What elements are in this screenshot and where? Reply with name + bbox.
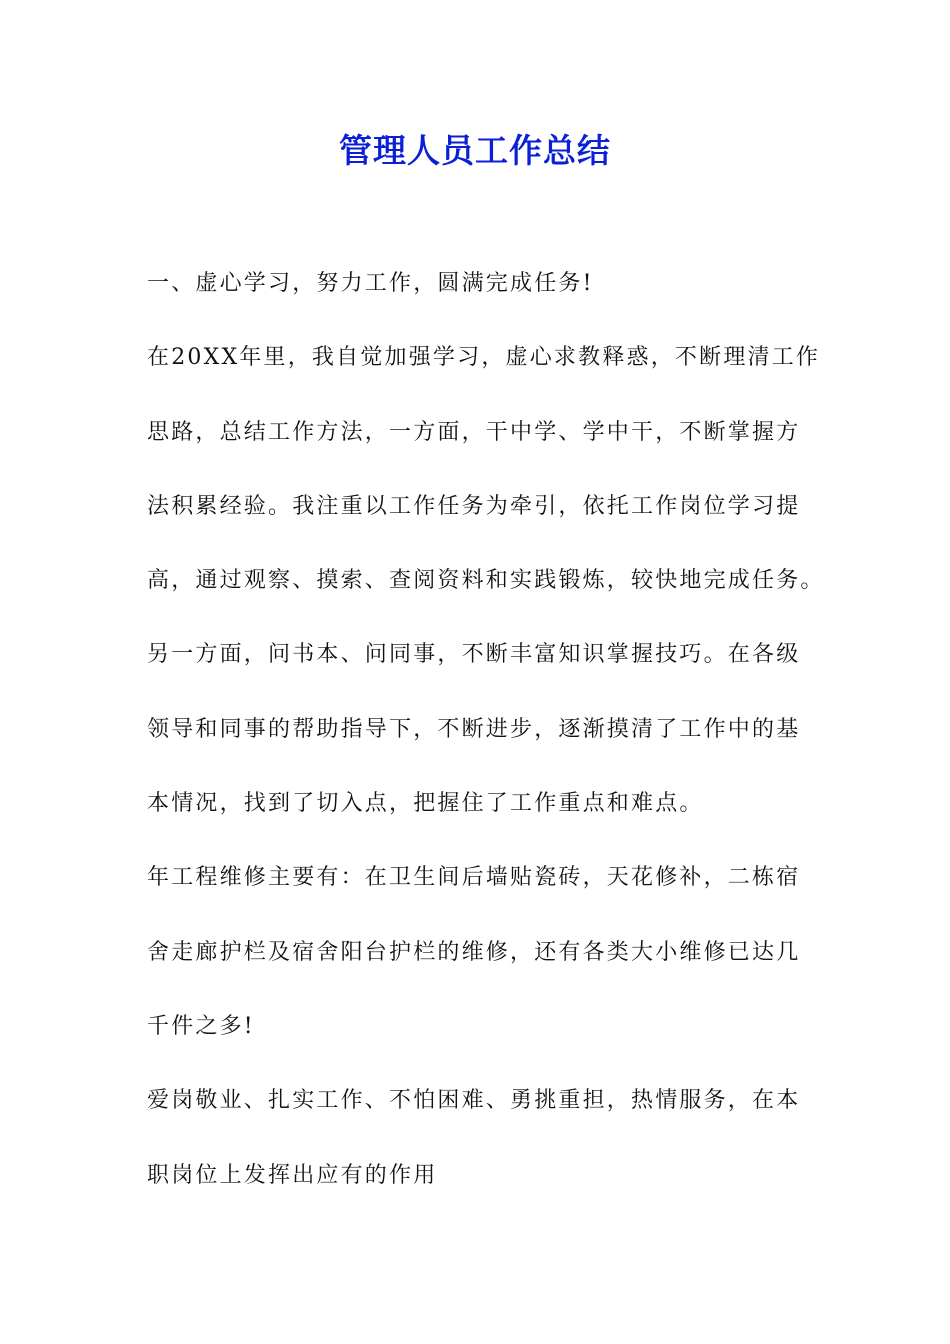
paragraph-line: 法积累经验。我注重以工作任务为牵引，依托工作岗位学习提 [147,493,801,519]
paragraph-line: 职岗位上发挥出应有的作用 [147,1162,438,1188]
paragraph-line: 舍走廊护栏及宿舍阳台护栏的维修，还有各类大小维修已达几 [147,939,801,965]
paragraph-line: 另一方面，问书本、问同事，不断丰富知识掌握技巧。在各级 [147,642,801,668]
paragraph-line: 在20XX年里，我自觉加强学习，虚心求教释惑，不断理清工作 [147,345,821,371]
paragraph-line: 年工程维修主要有：在卫生间后墙贴瓷砖，天花修补，二栋宿 [147,865,801,891]
document-title: 管理人员工作总结 [339,131,611,170]
section-heading-line: 一、虚心学习，努力工作，圆满完成任务! [147,271,594,296]
paragraph-line: 千件之多! [147,1013,255,1039]
paragraph-line: 领导和同事的帮助指导下，不断进步，逐渐摸清了工作中的基 [147,716,801,742]
document-body [147,266,825,1232]
paragraph-line: 高，通过观察、摸索、查阅资料和实践锻炼，较快地完成任务。 [147,568,825,594]
paragraph-line: 爱岗敬业、扎实工作、不怕困难、勇挑重担，热情服务，在本 [147,1088,801,1114]
paragraph-line: 本情况，找到了切入点，把握住了工作重点和难点。 [147,791,704,817]
paragraph-line: 思路，总结工作方法，一方面，干中学、学中干，不断掌握方 [147,419,801,445]
